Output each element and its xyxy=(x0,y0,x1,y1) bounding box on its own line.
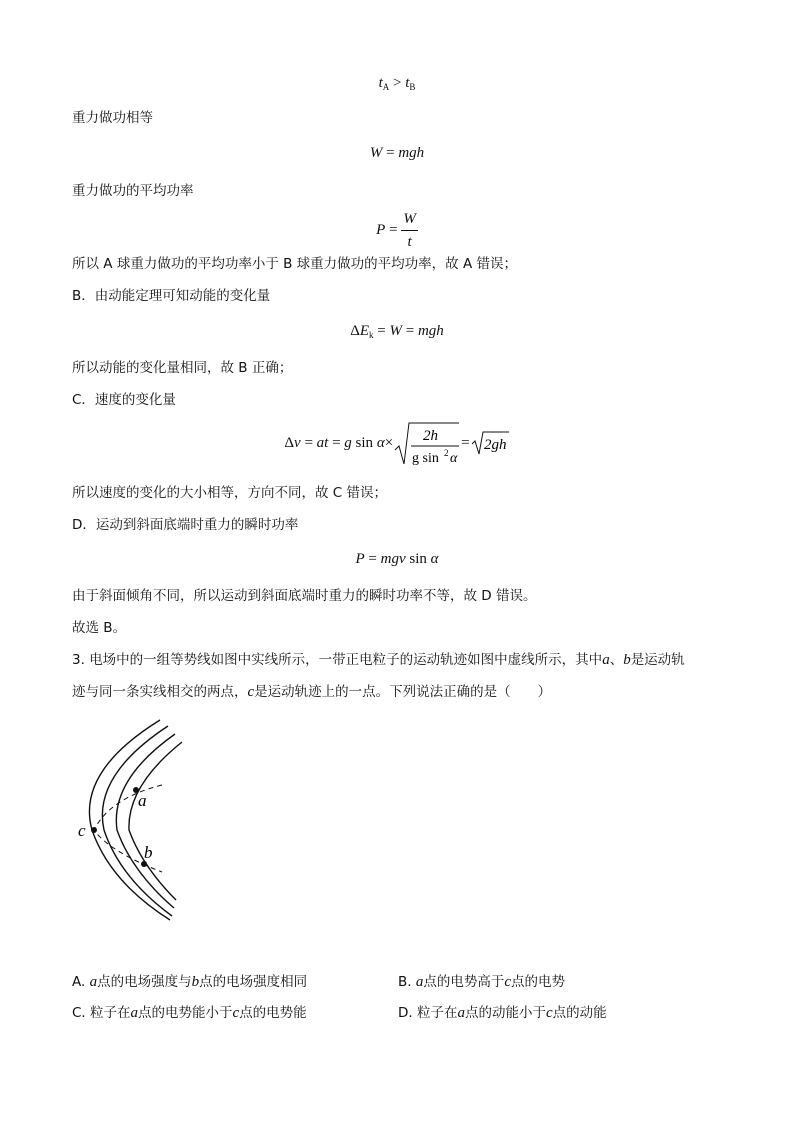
formula-instant-power: P = mgv sin α xyxy=(355,551,439,567)
svg-text:g sin: g sin xyxy=(412,451,439,466)
svg-text:2: 2 xyxy=(444,448,449,458)
option-c-key: C. xyxy=(72,1005,86,1021)
formula-velocity-change: Δv = at = g sin α× 2h g sin 2 α = 2gh xyxy=(0,420,794,468)
point-c xyxy=(91,827,97,833)
formula-kinetic-energy-change: $\Delta E_k = W$ = mgh xyxy=(350,323,444,340)
text-d-intro: D．运动到斜面底端时重力的瞬时功率 xyxy=(72,517,299,533)
text-conclusion-d: 由于斜面倾角不同，所以运动到斜面底端时重力的瞬时功率不等，故 D 错误。 xyxy=(72,588,537,604)
question-number: 3. xyxy=(72,652,85,668)
label-c: c xyxy=(78,821,86,840)
text-gravity-work-equal: 重力做功相等 xyxy=(72,110,153,126)
text-conclusion-b: 所以动能的变化量相同，故 B 正确； xyxy=(72,360,293,376)
formula-avg-power: P = $\frac{W}{t}$ xyxy=(0,208,794,253)
formula-time-compare: $t_A > t_B$ xyxy=(378,75,416,92)
sqrt-radical-small-icon xyxy=(470,430,510,456)
option-d-key: D. xyxy=(398,1005,413,1021)
option-a-key: A. xyxy=(72,974,86,990)
text-conclusion-a: 所以 A 球重力做功的平均功率小于 B 球重力做功的平均功率，故 A 错误； xyxy=(72,256,517,272)
svg-text:2h: 2h xyxy=(423,428,439,444)
equipotential-figure xyxy=(70,712,270,932)
equipotential-line-2 xyxy=(102,726,172,916)
svg-text:α: α xyxy=(450,451,458,466)
question-3-line-2: 迹与同一条实线相交的两点，c是运动轨迹上的一点。下列说法正确的是（ ） xyxy=(72,684,552,700)
text-answer: 故选 B。 xyxy=(72,620,127,636)
option-c[interactable]: C. 粒子在a点的电势能小于c点的电势能 xyxy=(72,1005,307,1021)
label-a: a xyxy=(138,791,147,810)
option-b-key: B. xyxy=(398,974,412,990)
equipotential-line-3 xyxy=(116,734,175,908)
option-b[interactable]: B. a点的电势高于c点的电势 xyxy=(398,974,566,990)
svg-text:2gh: 2gh xyxy=(483,437,507,453)
question-3-line-1: 3. 电场中的一组等势线如图中实线所示，一带正电粒子的运动轨迹如图中虚线所示，其中a、b是运动轨 xyxy=(72,652,685,668)
text-b-intro: B．由动能定理可知动能的变化量 xyxy=(72,288,271,304)
sqrt-radical-icon xyxy=(393,420,461,466)
option-d[interactable]: D. 粒子在a点的动能小于c点的动能 xyxy=(398,1005,607,1021)
option-a[interactable]: A. a点的电场强度与b点的电场强度相同 xyxy=(72,974,308,990)
formula-work: W = mgh xyxy=(369,145,425,161)
text-avg-power-label: 重力做功的平均功率 xyxy=(72,183,194,199)
text-c-intro: C．速度的变化量 xyxy=(72,392,176,408)
equipotential-line-4 xyxy=(129,742,182,900)
text-conclusion-c: 所以速度的变化的大小相等，方向不同，故 C 错误； xyxy=(72,485,388,501)
label-b: b xyxy=(144,843,153,862)
